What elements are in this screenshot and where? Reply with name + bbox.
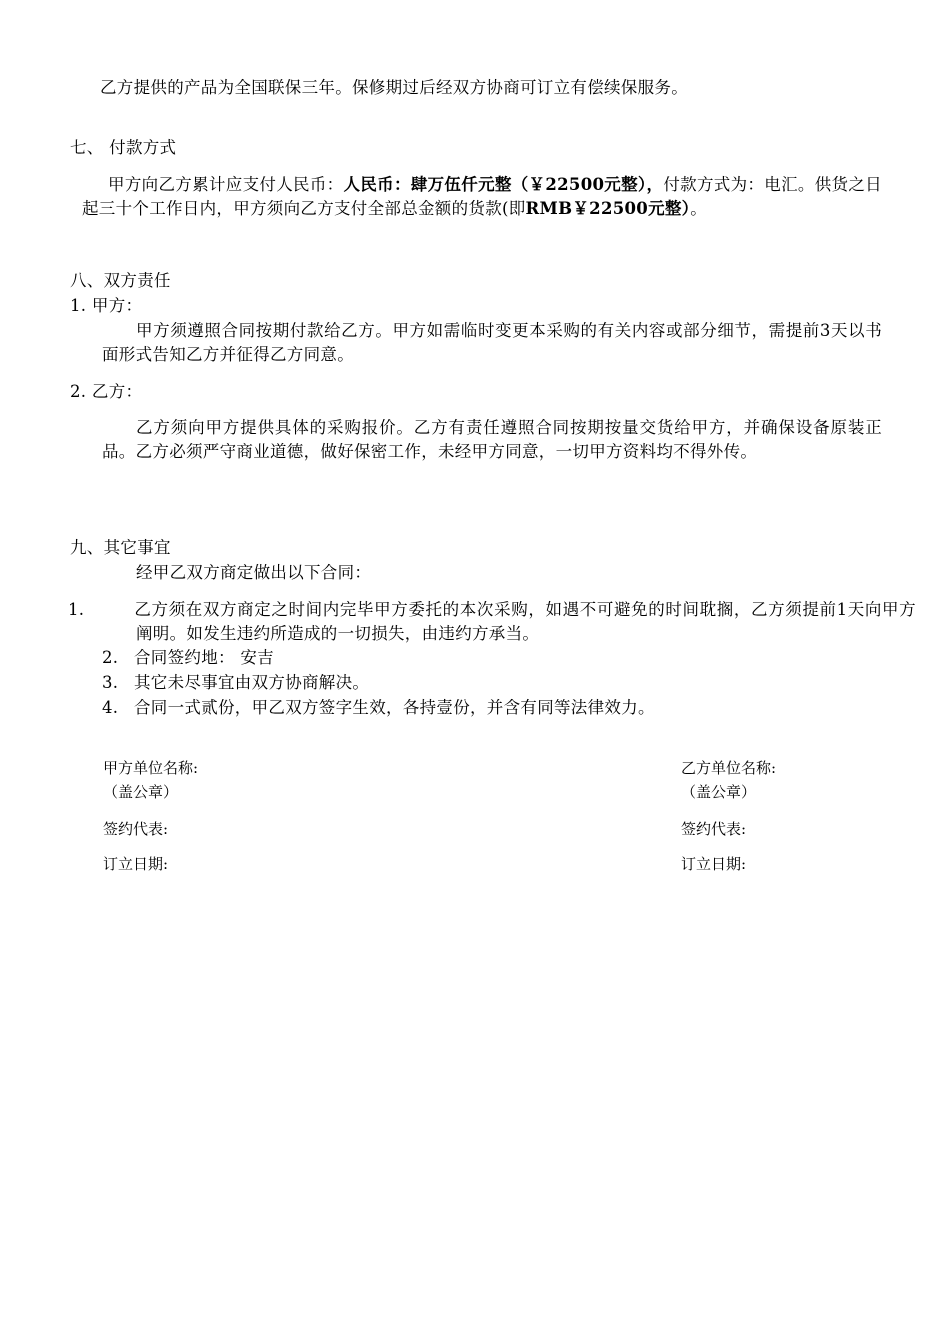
section7-text-mid: 付款方式为：电汇。供货之日起三十个工作日内，甲方须向乙方支付全部总金额的货款(即 (82, 175, 882, 218)
warranty-text: 乙方提供的产品为全国联保三年。保修期过后经双方协商可订立有偿续保服务。 (100, 78, 688, 97)
item-number: 1. (68, 600, 85, 619)
section9-heading: 九、其它事宜 (70, 538, 171, 557)
party-a-seal-label: （盖公章） (103, 783, 179, 801)
section7-amount: 人民币：肆万伍仟元整（￥22500元整）， (343, 175, 664, 194)
item-number: 2. (102, 648, 119, 667)
section8-heading: 八、双方责任 (70, 271, 171, 290)
section7-amount-rmb: RMB￥22500元整） (525, 199, 691, 218)
item-text: 其它未尽事宜由双方协商解决。 (134, 673, 370, 692)
party-b-date-label: 订立日期: (681, 855, 747, 873)
item-text: 合同签约地： 安吉 (134, 648, 274, 667)
section7-paragraph (82, 173, 882, 221)
party-a-date-label: 订立日期: (103, 855, 169, 873)
item-number: 4. (102, 698, 119, 717)
section9-item-3 (102, 672, 369, 694)
item-text: 乙方须在双方商定之时间内完毕甲方委托的本次采购，如遇不可避免的时间耽搁，乙方须提前1天向甲方阐明。如发生违约所造成的一切损失，由违约方承当。 (134, 600, 916, 643)
party-a-label: 1. 甲方： (70, 296, 143, 315)
party-b-name-label: 乙方单位名称: (681, 759, 777, 777)
party-b-rep-label: 签约代表: (681, 820, 747, 838)
party-a-rep-label: 签约代表: (103, 820, 169, 838)
item-number: 3. (102, 673, 119, 692)
party-a-text: 甲方须遵照合同按期付款给乙方。甲方如需临时变更本采购的有关内容或部分细节，需提前3天以书面形式告知乙方并征得乙方同意。 (102, 321, 882, 364)
party-a-name-label: 甲方单位名称: (103, 759, 199, 777)
section9-item-1 (68, 598, 916, 646)
section7-text-pre: 甲方向乙方累计应支付人民币： (108, 175, 344, 194)
item-text: 合同一式贰份，甲乙双方签字生效，各持壹份，并含有同等法律效力。 (134, 698, 655, 717)
party-b-seal-label: （盖公章） (681, 783, 757, 801)
section9-intro: 经甲乙双方商定做出以下合同： (136, 563, 372, 582)
section9-item-4 (102, 697, 655, 719)
party-b-label: 2. 乙方： (70, 382, 143, 401)
section7-text-end: 。 (690, 199, 708, 218)
party-b-text: 乙方须向甲方提供具体的采购报价。乙方有责任遵照合同按期按量交货给甲方，并确保设备原装正品。乙方必须严守商业道德，做好保密工作，未经甲方同意，一切甲方资料均不得外传。 (102, 418, 882, 461)
section9-item-2 (102, 647, 274, 669)
section7-heading: 七、 付款方式 (70, 138, 177, 157)
